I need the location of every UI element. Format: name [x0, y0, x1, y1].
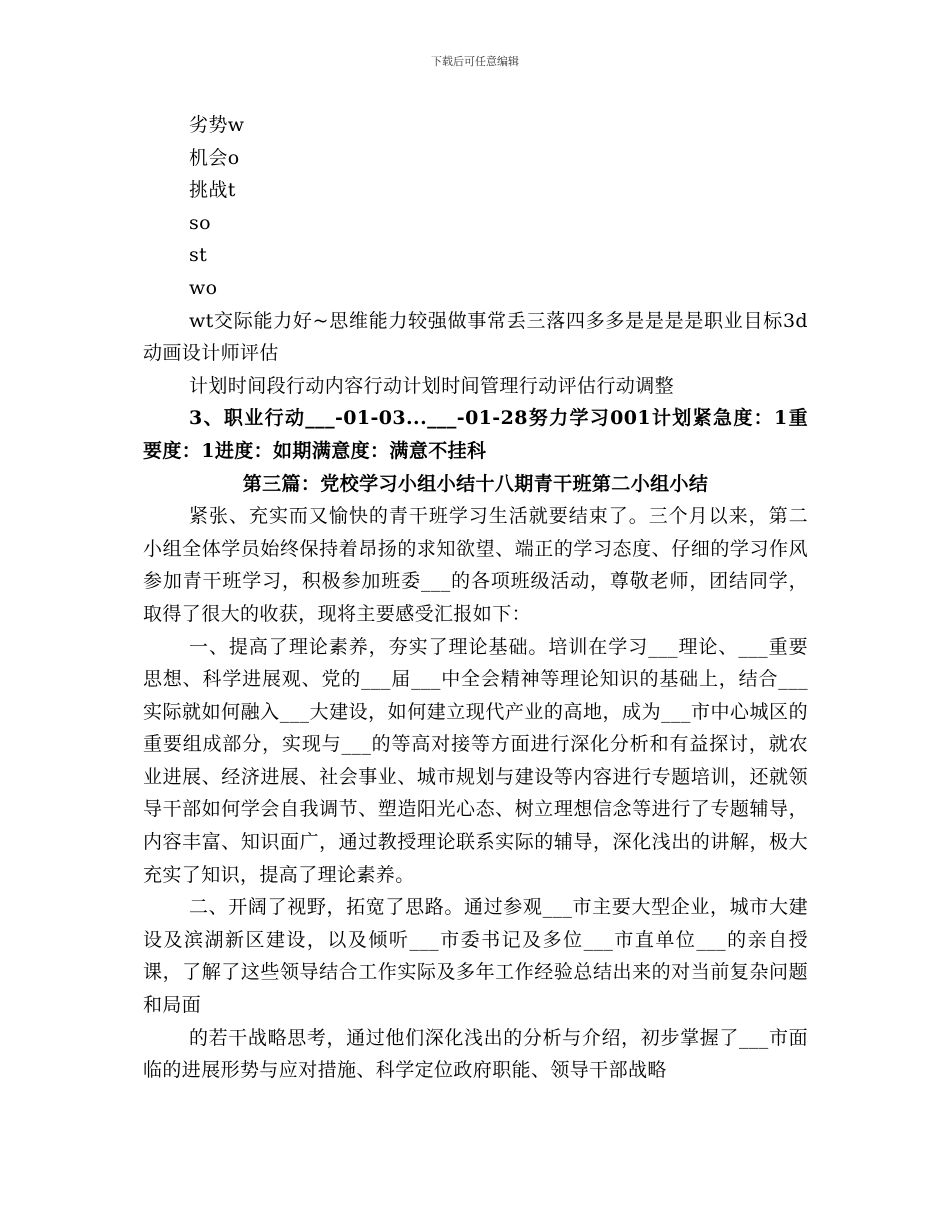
swot-item-so: so	[189, 211, 211, 234]
swot-item-wo: wo	[189, 276, 218, 299]
page-header: 下载后可任意编辑	[431, 55, 519, 68]
swot-item-opportunity: 机会o	[189, 146, 240, 169]
plan-paragraph: 计划时间段行动内容行动计划时间管理行动评估行动调整	[189, 374, 675, 397]
document-body	[143, 109, 808, 1087]
swot-item-weakness: 劣势w	[189, 114, 245, 136]
paragraph-theory: 一、提高了理论素养，夯实了理论基础。培训在学习___理论、___重要思想、科学进展观、党的___届___中全会精神等理论知识的基础上，结合___实际就如何融入___大建设，如何建立现代产业的高地，成为___市中心城区的重要组成部分，实现与___的等高对接等方面进行深化分析和有益探讨，就农业进展、经济进展、社会事业、城市规划与建设等内容进行专题培训，还就领导干部如何学会自我调节、塑造阳光心态、树立理想信念等进行了专题辅导，内容丰富、知识面广，通过教授理论联系实际的辅导，深化浅出的讲解，极大充实了知识，提高了理论素养。	[143, 635, 808, 886]
section-title: 第三篇：党校学习小组小结十八期青干班第二小组小结	[242, 472, 709, 495]
swot-item-st: st	[189, 244, 208, 267]
paragraph-strategy: 的若干战略思考，通过他们深化浅出的分析与介绍，初步掌握了___市面临的进展形势与应对措施、科学定位政府职能、领导干部战略	[143, 1026, 808, 1082]
swot-item-threat: 挑战t	[189, 179, 236, 202]
paragraph-vision: 二、开阔了视野，拓宽了思路。通过参观___市主要大型企业，城市大建设及滨湖新区建设，以及倾听___市委书记及多位___市直单位___的亲自授课，了解了这些领导结合工作实际及多年工作经验总结出来的对当前复杂问题和局面	[143, 896, 808, 1017]
career-action-paragraph: 3、职业行动___-01-03...___-01-28努力学习001计划紧急度：1重要度：1进度：如期满意度：满意不挂科	[143, 407, 808, 462]
paragraph-intro: 紧张、充实而又愉快的青干班学习生活就要结束了。三个月以来，第二小组全体学员始终保持着昂扬的求知欲望、端正的学习态度、仔细的学习作风参加青干班学习，积极参加班委___的各项班级活动，尊敬老师，团结同学，取得了很大的收获，现将主要感受汇报如下：	[143, 505, 808, 625]
wt-paragraph: wt交际能力好~思维能力较强做事常丢三落四多多是是是是职业目标3d动画设计师评估	[143, 309, 808, 365]
